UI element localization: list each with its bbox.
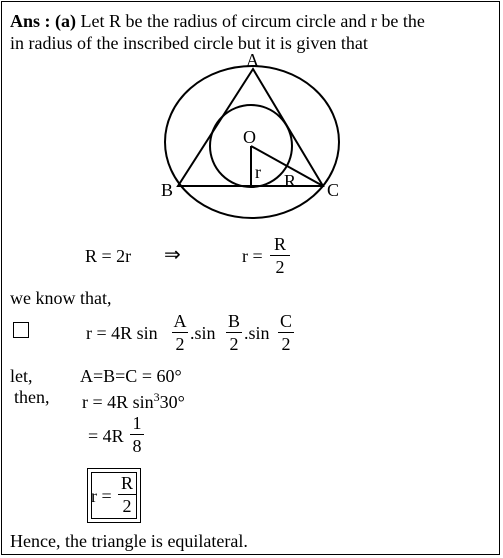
then-value-pre: r = 4R sin [82, 392, 154, 412]
step-num: 1 [132, 413, 142, 433]
inradius-label: r [255, 162, 261, 182]
intro-text-1: Let R be the radius of circum circle and r be the [80, 11, 425, 31]
fraction-bar [270, 255, 290, 256]
formula-sin-2: .sin [244, 323, 270, 343]
then-label: then, [14, 387, 50, 407]
result-fraction [118, 473, 136, 516]
relation-num: R [273, 234, 286, 254]
relation-den: 2 [275, 257, 285, 277]
then-exponent: 3 [153, 390, 160, 404]
know-that-text: we know that, [10, 288, 112, 308]
triangle-circles-diagram [0, 0, 503, 260]
fraction-b-over-2 [226, 311, 242, 354]
implies-arrow: ⇒ [164, 244, 181, 266]
relation-fraction [270, 234, 290, 277]
relation-rhs-var: r = [242, 246, 263, 266]
relation-lhs: R = 2r [85, 246, 132, 266]
fraction-one-eighth [130, 413, 144, 456]
formula-sin-1: .sin [190, 323, 216, 343]
fraction-bar [118, 494, 136, 495]
fraction-b-num: B [227, 311, 240, 331]
let-value: A=B=C = 60° [80, 366, 182, 386]
fraction-bar [226, 332, 242, 333]
answer-prefix: Ans : (a) [10, 11, 76, 31]
fraction-bar [130, 434, 144, 435]
step-lhs: = 4R [88, 426, 124, 446]
fraction-bar [172, 332, 188, 333]
result-den: 2 [122, 496, 132, 516]
vertex-b-label: B [161, 180, 174, 200]
fraction-b-den: 2 [229, 334, 239, 354]
fraction-a-den: 2 [175, 334, 185, 354]
then-value-post: 30° [159, 392, 185, 412]
fraction-a-num: A [173, 311, 187, 331]
intro-line-2: in radius of the inscribed circle but it is given that [10, 33, 368, 53]
let-label: let, [10, 366, 33, 386]
fraction-a-over-2 [172, 311, 188, 354]
center-o-label: O [243, 127, 256, 147]
formula-lhs: r = 4R sin [86, 323, 158, 343]
conclusion-text: Hence, the triangle is equilateral. [10, 531, 248, 551]
vertex-a-label: A [246, 50, 259, 70]
fraction-bar [278, 332, 294, 333]
checkbox-glyph [13, 322, 29, 338]
vertex-c-label: C [327, 180, 340, 200]
circumradius-label: R [284, 171, 297, 191]
step-den: 8 [132, 436, 142, 456]
result-num: R [120, 473, 133, 493]
then-value [82, 387, 185, 412]
fraction-c-over-2 [278, 311, 294, 354]
result-lhs: r = [91, 486, 112, 506]
fraction-c-den: 2 [281, 334, 291, 354]
fraction-c-num: C [279, 311, 292, 331]
